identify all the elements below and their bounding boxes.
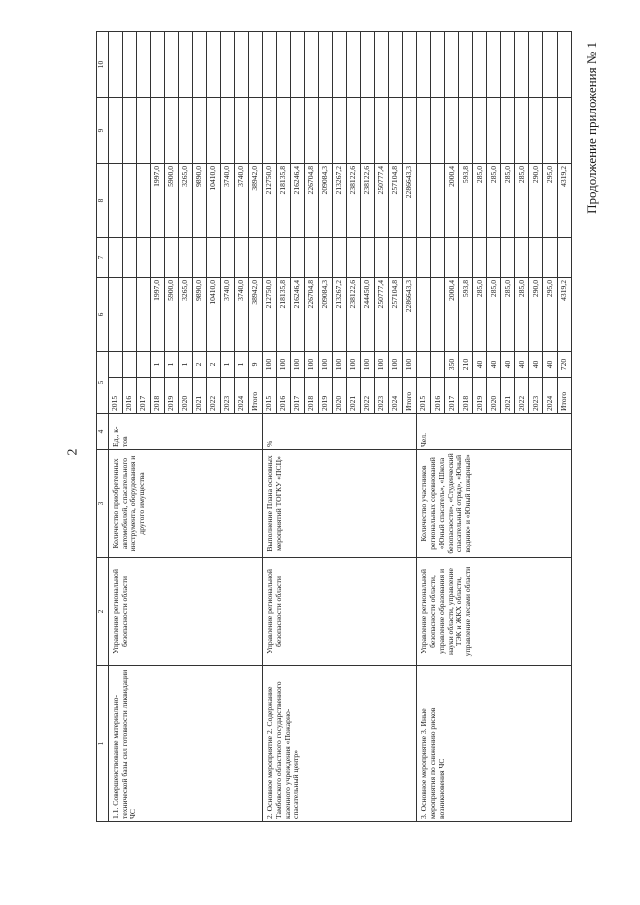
year-cell: 2023 [375,378,389,414]
year-cell: 2015 [263,378,277,414]
year-cell: 2017 [291,378,305,414]
amount-cell: 216246,4 [291,277,305,351]
value-cell [417,351,431,377]
amount-cell [123,163,137,237]
empty-cell [319,97,333,163]
header-cell: 2 [97,558,109,666]
empty-cell [375,97,389,163]
empty-cell [305,31,319,97]
amount-cell: 209084,3 [319,163,333,237]
amount-cell [501,237,515,277]
unit-cell: % [263,414,417,450]
unit-cell: Ед., к-тов [109,414,263,450]
empty-cell [319,31,333,97]
year-cell: 2021 [347,378,361,414]
indicator-cell: Количество приобретенных автомобилей, спасательного инструмента, оборудования и другого имущества [109,450,263,558]
value-cell [123,351,137,377]
amount-cell [333,237,347,277]
amount-cell: 593,8 [459,277,473,351]
year-cell: 2018 [459,378,473,414]
amount-cell [417,277,431,351]
amount-cell: 4319,2 [557,277,572,351]
amount-cell [515,237,529,277]
amount-cell: 218135,8 [277,277,291,351]
empty-cell [193,31,207,97]
value-cell: 100 [361,351,375,377]
empty-cell [333,97,347,163]
amount-cell: 38942,0 [249,277,263,351]
empty-cell [459,31,473,97]
amount-cell [137,237,151,277]
empty-cell [417,97,431,163]
empty-cell [151,97,165,163]
empty-cell [501,97,515,163]
amount-cell: 3740,0 [235,163,249,237]
amount-cell: 212750,0 [263,163,277,237]
value-cell: 1 [165,351,179,377]
header-cell: 3 [97,450,109,558]
amount-cell: 216246,4 [291,163,305,237]
year-cell: 2019 [473,378,487,414]
amount-cell: 1997,0 [151,277,165,351]
year-cell: Итого [557,378,572,414]
amount-cell: 212750,0 [263,277,277,351]
amount-cell [305,237,319,277]
empty-cell [123,97,137,163]
table-row [263,31,277,821]
empty-cell [207,31,221,97]
empty-cell [109,97,123,163]
empty-cell [529,97,543,163]
amount-cell: 2286643,3 [403,163,417,237]
year-cell: 2017 [137,378,151,414]
empty-cell [179,97,193,163]
value-cell: 2 [193,351,207,377]
unit-cell: Чел. [417,414,572,450]
year-cell: 2024 [235,378,249,414]
empty-cell [389,31,403,97]
executor-cell: Управление региональной безопасности области [109,558,263,666]
year-cell: Итого [403,378,417,414]
table-row [109,31,123,821]
empty-cell [557,97,572,163]
empty-cell [417,31,431,97]
empty-cell [473,97,487,163]
executor-cell: Управление региональной безопасности области [263,558,417,666]
value-cell: 1 [221,351,235,377]
amount-cell: 244450,0 [361,277,375,351]
amount-cell: 226704,8 [305,163,319,237]
amount-cell: 226704,8 [305,277,319,351]
amount-cell [123,277,137,351]
amount-cell [431,163,445,237]
value-cell: 100 [375,351,389,377]
amount-cell [221,237,235,277]
header-cell: 8 [97,163,109,237]
amount-cell: 5900,0 [165,163,179,237]
empty-cell [543,31,557,97]
year-cell: 2021 [193,378,207,414]
amount-cell [431,237,445,277]
empty-cell [487,97,501,163]
amount-cell [389,237,403,277]
empty-cell [389,97,403,163]
amount-cell: 9890,0 [193,277,207,351]
year-cell: 2023 [221,378,235,414]
empty-cell [137,97,151,163]
empty-cell [165,31,179,97]
value-cell: 100 [263,351,277,377]
year-cell: 2022 [515,378,529,414]
amount-cell [459,237,473,277]
value-cell: 100 [291,351,305,377]
year-cell: 2019 [319,378,333,414]
amount-cell [291,237,305,277]
value-cell: 100 [277,351,291,377]
year-cell: 2020 [333,378,347,414]
header-row [97,31,109,821]
amount-cell [319,237,333,277]
amount-cell [123,237,137,277]
value-cell: 100 [319,351,333,377]
activity-cell: 2. Основное мероприятие 2. Содержание Тамбовского областного государственного казенного учреждения «Пожарно-спасательный центр» [263,666,417,822]
empty-cell [515,97,529,163]
header-cell: 10 [97,31,109,97]
amount-cell [375,237,389,277]
amount-cell [487,237,501,277]
value-cell: 100 [347,351,361,377]
year-cell: 2021 [501,378,515,414]
year-cell: 2022 [207,378,221,414]
value-cell: 1 [151,351,165,377]
amount-cell: 3265,0 [179,163,193,237]
amount-cell: 593,8 [459,163,473,237]
year-cell: 2023 [529,378,543,414]
empty-cell [249,97,263,163]
amount-cell [165,237,179,277]
year-cell: 2024 [543,378,557,414]
amount-cell [109,163,123,237]
amount-cell: 1997,0 [151,163,165,237]
amount-cell: 285,0 [501,163,515,237]
empty-cell [403,97,417,163]
value-cell: 100 [333,351,347,377]
amount-cell: 4319,2 [557,163,572,237]
empty-cell [277,31,291,97]
amount-cell: 285,0 [515,277,529,351]
empty-cell [529,31,543,97]
amount-cell: 257104,8 [389,277,403,351]
empty-cell [487,31,501,97]
empty-cell [165,97,179,163]
amount-cell: 290,0 [529,277,543,351]
empty-cell [263,97,277,163]
amount-cell [249,237,263,277]
executor-cell: Управление региональной безопасности области, управление образования и науки области, управление ТЭК и ЖКХ области, управление лесами области [417,558,572,666]
empty-cell [263,31,277,97]
amount-cell [109,277,123,351]
amount-cell [347,237,361,277]
amount-cell: 295,0 [543,277,557,351]
amount-cell: 213267,2 [333,277,347,351]
empty-cell [515,31,529,97]
amount-cell: 238122,6 [347,277,361,351]
empty-cell [403,31,417,97]
activity-cell: 3. Основное мероприятие 3. Иные мероприятия по снижению рисков возникновения ЧС [417,666,572,822]
year-cell: 2024 [389,378,403,414]
header-cell: 6 [97,277,109,351]
empty-cell [305,97,319,163]
amount-cell: 3740,0 [221,277,235,351]
value-cell [431,351,445,377]
empty-cell [291,97,305,163]
value-cell: 40 [487,351,501,377]
value-cell: 100 [403,351,417,377]
value-cell: 210 [459,351,473,377]
amount-cell: 2000,4 [445,277,459,351]
amount-cell [417,163,431,237]
amount-cell [207,237,221,277]
amount-cell [263,237,277,277]
amount-cell: 285,0 [501,277,515,351]
value-cell: 100 [389,351,403,377]
year-cell: 2018 [305,378,319,414]
value-cell [109,351,123,377]
value-cell: 40 [543,351,557,377]
empty-cell [501,31,515,97]
empty-cell [557,31,572,97]
value-cell: 1 [179,351,193,377]
value-cell [137,351,151,377]
empty-cell [221,31,235,97]
header-cell: 1 [97,666,109,822]
empty-cell [137,31,151,97]
appendix-title: Продолжение приложения № 1 [584,42,599,214]
value-cell: 40 [529,351,543,377]
amount-cell: 5900,0 [165,277,179,351]
amount-cell: 238122,6 [361,163,375,237]
year-cell: 2020 [179,378,193,414]
amount-cell [109,237,123,277]
empty-cell [333,31,347,97]
year-cell: 2016 [123,378,137,414]
year-cell: 2019 [165,378,179,414]
value-cell: 2 [207,351,221,377]
indicator-cell: Выполнение Плана основных мероприятий ТОГКУ «ПСЦ» [263,450,417,558]
empty-cell [431,97,445,163]
empty-cell [207,97,221,163]
amount-cell: 38942,0 [249,163,263,237]
amount-cell: 285,0 [473,277,487,351]
indicator-cell: Количество участников региональных соревнований «Юный спасатель», «Школа безопасности», «Студенческий спасательный отряд», «Юный водник» и «Юный пожарный» [417,450,572,558]
amount-cell [473,237,487,277]
empty-cell [193,97,207,163]
empty-cell [277,97,291,163]
amount-cell [151,237,165,277]
program-table [96,31,572,822]
rotated-page-content [96,32,620,822]
header-cell: 9 [97,97,109,163]
year-cell: 2016 [277,378,291,414]
amount-cell [417,237,431,277]
amount-cell: 9890,0 [193,163,207,237]
amount-cell [403,237,417,277]
amount-cell [235,237,249,277]
amount-cell: 3740,0 [235,277,249,351]
page-number: 2 [65,448,81,456]
empty-cell [109,31,123,97]
amount-cell: 10410,0 [207,163,221,237]
header-cell: 7 [97,237,109,277]
amount-cell: 3265,0 [179,277,193,351]
amount-cell [431,277,445,351]
amount-cell [277,237,291,277]
empty-cell [445,31,459,97]
empty-cell [347,31,361,97]
empty-cell [249,31,263,97]
amount-cell [557,237,572,277]
empty-cell [473,31,487,97]
empty-cell [361,31,375,97]
value-cell: 350 [445,351,459,377]
amount-cell: 3740,0 [221,163,235,237]
empty-cell [459,97,473,163]
year-cell: 2018 [151,378,165,414]
amount-cell: 257104,8 [389,163,403,237]
amount-cell [361,237,375,277]
year-cell: 2016 [431,378,445,414]
year-cell: Итого [249,378,263,414]
amount-cell: 10410,0 [207,277,221,351]
value-cell: 40 [501,351,515,377]
amount-cell: 218135,8 [277,163,291,237]
empty-cell [375,31,389,97]
activity-cell: 1.1. Совершенствование материально-технической базы сил готовности ликвидации ЧС [109,666,263,822]
empty-cell [151,31,165,97]
amount-cell: 295,0 [543,163,557,237]
amount-cell: 250777,4 [375,277,389,351]
header-cell: 4 [97,414,109,450]
amount-cell: 250777,4 [375,163,389,237]
empty-cell [179,31,193,97]
year-cell: 2015 [109,378,123,414]
value-cell: 40 [515,351,529,377]
amount-cell [137,163,151,237]
amount-cell: 213267,2 [333,163,347,237]
empty-cell [123,31,137,97]
year-cell: 2015 [417,378,431,414]
value-cell: 1 [235,351,249,377]
empty-cell [445,97,459,163]
empty-cell [235,31,249,97]
value-cell: 9 [249,351,263,377]
year-cell: 2017 [445,378,459,414]
year-cell: 2020 [487,378,501,414]
amount-cell: 238122,6 [347,163,361,237]
value-cell: 100 [305,351,319,377]
amount-cell: 290,0 [529,163,543,237]
header-cell: 5 [97,351,109,413]
amount-cell [137,277,151,351]
amount-cell [193,237,207,277]
amount-cell: 285,0 [487,163,501,237]
amount-cell: 285,0 [473,163,487,237]
table-row [417,31,431,821]
empty-cell [235,97,249,163]
empty-cell [361,97,375,163]
amount-cell: 209084,3 [319,277,333,351]
amount-cell [445,237,459,277]
amount-cell: 2286643,3 [403,277,417,351]
value-cell: 40 [473,351,487,377]
amount-cell: 285,0 [487,277,501,351]
amount-cell [543,237,557,277]
amount-cell [179,237,193,277]
empty-cell [543,97,557,163]
empty-cell [347,97,361,163]
amount-cell: 285,0 [515,163,529,237]
empty-cell [221,97,235,163]
empty-cell [291,31,305,97]
year-cell: 2022 [361,378,375,414]
amount-cell [529,237,543,277]
empty-cell [431,31,445,97]
amount-cell: 2000,4 [445,163,459,237]
value-cell: 720 [557,351,572,377]
